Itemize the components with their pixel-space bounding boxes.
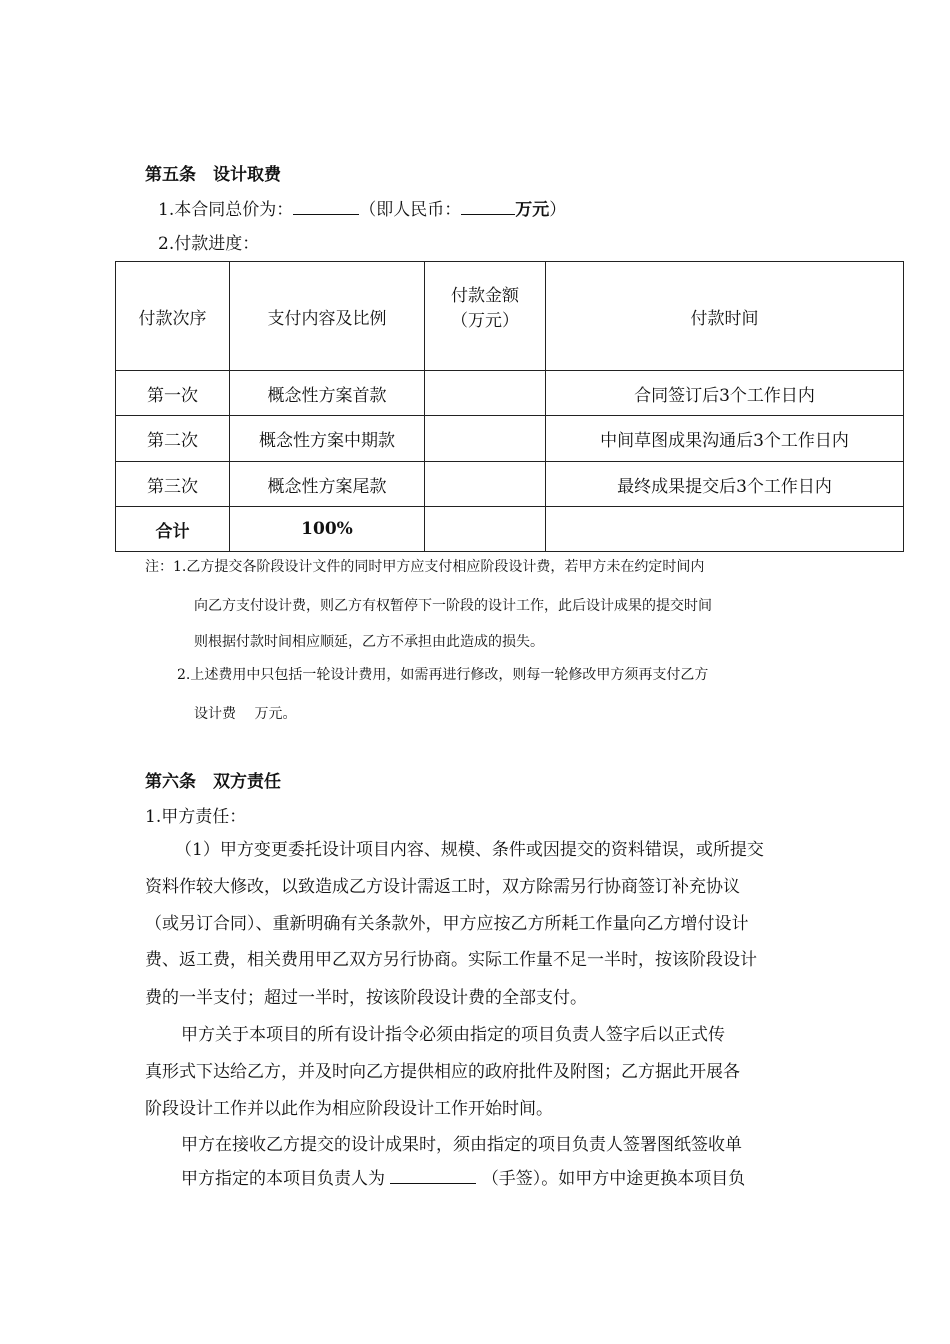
project-leader-label: 甲方指定的本项目负责人为	[181, 1169, 385, 1189]
rmb-label: （即人民币：	[359, 200, 462, 220]
paragraph-line: 费的一半支付；超过一半时，按该阶段设计费的全部支付。	[145, 988, 587, 1008]
row3-amount[interactable]	[425, 462, 546, 507]
project-leader-line	[181, 1164, 745, 1189]
table-row	[116, 462, 904, 507]
payment-table	[115, 261, 904, 552]
note-line-1: 注：1.乙方提交各阶段设计文件的同时甲方应支付相应阶段设计费，若甲方未在约定时间内	[145, 559, 705, 575]
paragraph-line: （或另订合同）、重新明确有关条款外，甲方应按乙方所耗工作量向乙方增付设计	[145, 914, 749, 934]
paragraph-line: 真形式下达给乙方，并及时向乙方提供相应的政府批件及附图；乙方据此开展各	[145, 1062, 740, 1082]
note-line-2: 向乙方支付设计费，则乙方有权暂停下一阶段的设计工作，此后设计成果的提交时间	[194, 598, 712, 614]
rmb-amount-blank[interactable]	[461, 200, 515, 215]
row3-order: 第三次	[116, 462, 230, 507]
table-row	[116, 416, 904, 462]
payment-schedule-label: 2.付款进度：	[158, 234, 260, 254]
row3-time: 最终成果提交后3个工作日内	[546, 462, 904, 507]
paragraph-line: 甲方在接收乙方提交的设计成果时，须由指定的项目负责人签署图纸签收单	[181, 1135, 742, 1155]
total-label: 合计	[116, 507, 230, 552]
unit-label: 万元	[515, 200, 550, 220]
table-total-row	[116, 507, 904, 552]
paragraph-line: 费、返工费，相关费用甲乙双方另行协商。实际工作量不足一半时，按该阶段设计	[145, 950, 757, 970]
paragraph-line: （1）甲方变更委托设计项目内容、规模、条件或因提交的资料错误，或所提交	[175, 840, 764, 860]
paragraph-line: 甲方关于本项目的所有设计指令必须由指定的项目负责人签字后以正式传	[181, 1025, 725, 1045]
rmb-close: ）	[549, 200, 567, 220]
table-row	[116, 371, 904, 416]
section6-heading: 第六条 双方责任	[145, 772, 281, 792]
header-amount	[425, 262, 546, 371]
header-content: 支付内容及比例	[230, 262, 425, 371]
row3-content: 概念性方案尾款	[230, 462, 425, 507]
row1-time: 合同签订后3个工作日内	[546, 371, 904, 416]
table-header-row	[116, 262, 904, 371]
total-price-line	[158, 195, 566, 220]
total-amount[interactable]	[425, 507, 546, 552]
total-ratio: 100%	[230, 507, 425, 552]
header-amount-line2: （万元）	[451, 311, 519, 331]
row1-order: 第一次	[116, 371, 230, 416]
total-price-blank[interactable]	[293, 200, 359, 215]
header-order: 付款次序	[116, 262, 230, 371]
note-line-5: 设计费 万元。	[194, 706, 297, 722]
header-time: 付款时间	[546, 262, 904, 371]
note-line-4: 2.上述费用中只包括一轮设计费用，如需再进行修改，则每一轮修改甲方须再支付乙方	[177, 667, 709, 683]
row1-amount[interactable]	[425, 371, 546, 416]
project-leader-suffix: （手签）。如甲方中途更换本项目负	[481, 1169, 746, 1189]
total-price-label: 1.本合同总价为：	[158, 200, 294, 220]
paragraph-line: 阶段设计工作并以此作为相应阶段设计工作开始时间。	[145, 1099, 553, 1119]
project-leader-blank[interactable]	[390, 1169, 476, 1184]
note-line-3: 则根据付款时间相应顺延，乙方不承担由此造成的损失。	[194, 634, 544, 650]
section5-heading: 第五条 设计取费	[145, 165, 281, 185]
row2-order: 第二次	[116, 416, 230, 462]
paragraph-line: 资料作较大修改，以致造成乙方设计需返工时，双方除需另行协商签订补充协议	[145, 877, 740, 897]
row2-content: 概念性方案中期款	[230, 416, 425, 462]
total-time	[546, 507, 904, 552]
row2-time: 中间草图成果沟通后3个工作日内	[546, 416, 904, 462]
header-amount-line1: 付款金额	[451, 286, 519, 306]
party-a-duties-label: 1.甲方责任：	[145, 807, 247, 827]
row1-content: 概念性方案首款	[230, 371, 425, 416]
row2-amount[interactable]	[425, 416, 546, 462]
